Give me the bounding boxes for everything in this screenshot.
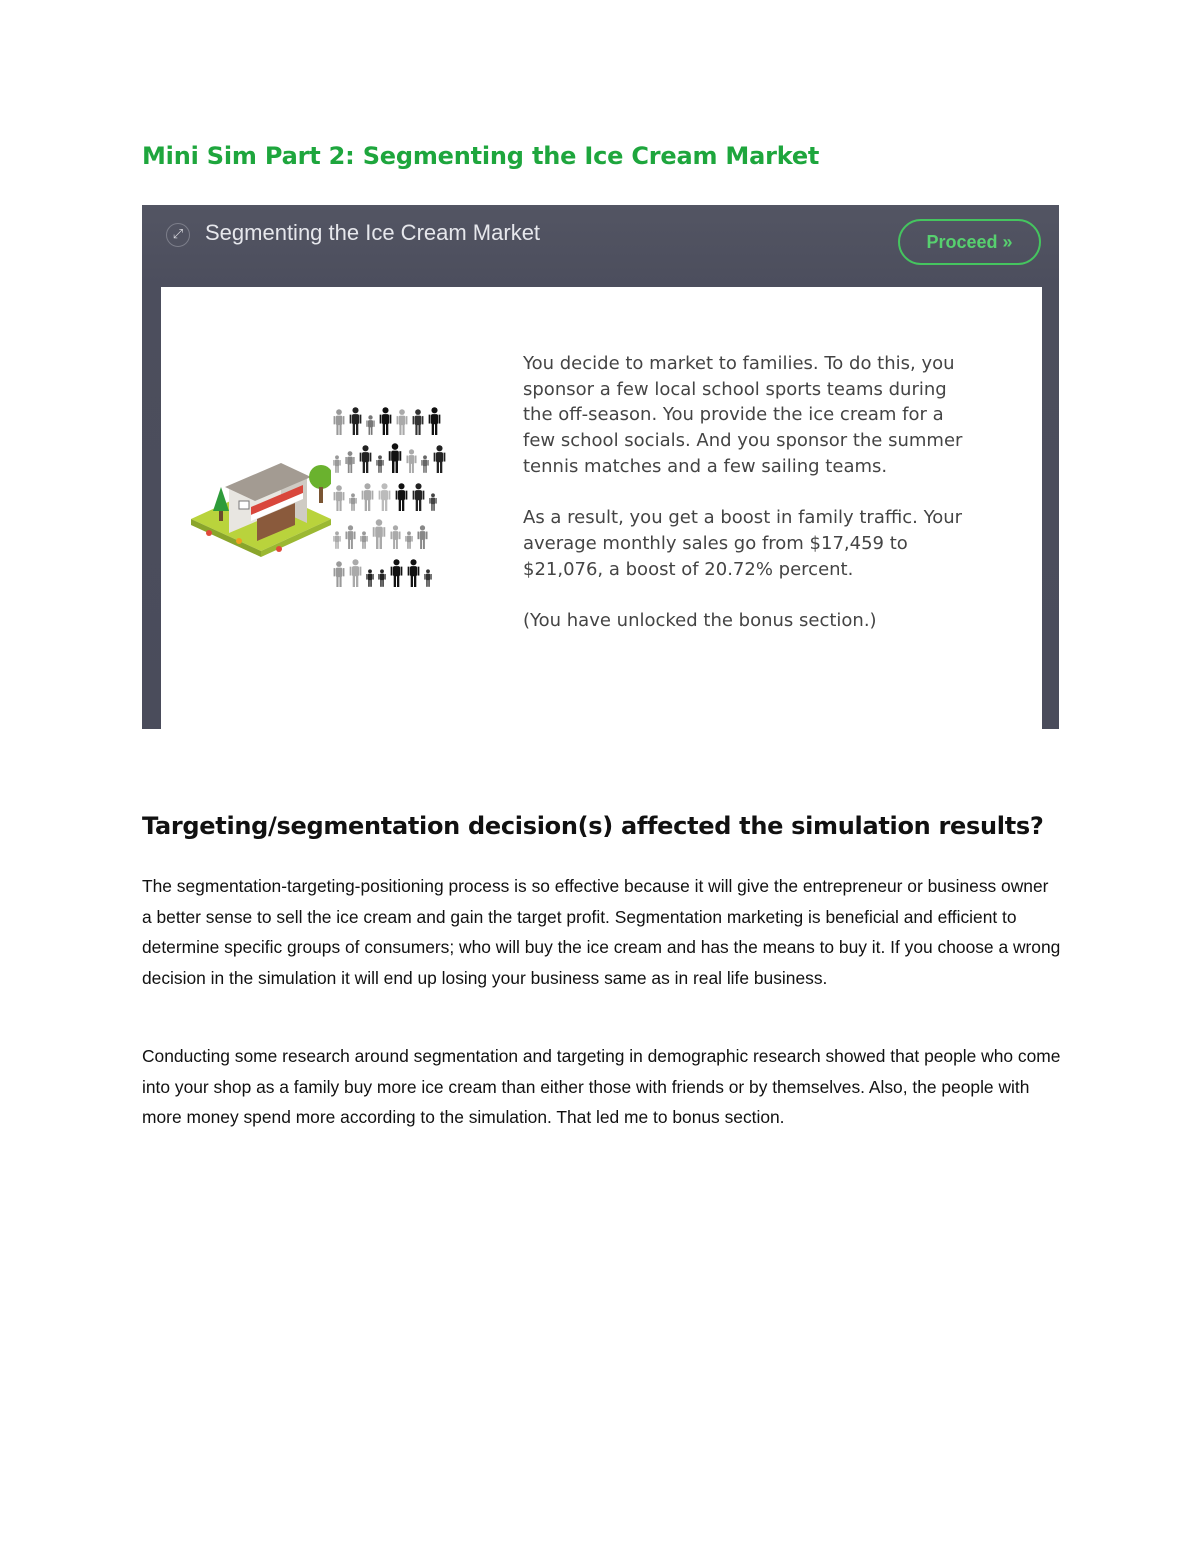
person-icon [379,407,392,435]
person-icon [406,449,417,473]
proceed-button[interactable]: Proceed » [898,219,1041,265]
people-row [333,435,493,473]
person-icon [390,559,403,587]
person-icon [333,531,341,549]
person-icon [407,559,420,587]
person-icon [345,451,355,473]
person-icon [378,483,391,511]
simulation-paragraph: You decide to market to families. To do this, you sponsor a few local school sports teams during the off-season. You provide the ice cream for a few school socials. And you sponsor the summer tennis matches and a few sailing teams. [523,353,963,477]
person-icon [349,559,362,587]
person-icon [396,409,408,435]
simulation-text [523,351,963,659]
person-icon [372,519,386,549]
people-row [333,549,493,587]
person-icon [378,569,386,587]
person-icon [360,531,368,549]
people-row [333,397,493,435]
person-icon [359,445,372,473]
person-icon [366,415,375,435]
simulation-paragraph: (You have unlocked the bonus section.) [523,610,877,631]
person-icon [333,561,345,587]
simulation-panel [161,287,1042,729]
person-icon [345,525,356,549]
people-row [333,473,493,511]
simulation-paragraph: As a result, you get a boost in family traffic. Your average monthly sales go from $17,459 to $21,076, a boost of 20.72% percent. [523,507,963,580]
simulation-screenshot [142,205,1059,729]
person-icon [424,569,432,587]
person-icon [429,493,437,511]
person-icon [333,455,341,473]
person-icon [390,525,401,549]
people-icons [333,397,493,587]
person-icon [412,409,424,435]
store-illustration-icon [191,449,331,559]
person-icon [388,443,402,473]
body-paragraph: The segmentation-targeting-positioning process is so effective because it will give the entrepreneur or business owner a better sense to sell the ice cream and gain the target profit. Segmentation marketing is beneficial and efficient to determine specific groups of consumers; who will buy the ice cream and has the means to buy it. If you choose a wrong decision in the simulation it will end up losing your business same as in real life business. [142,876,1061,988]
simulation-title: Segmenting the Ice Cream Market [205,220,541,245]
simulation-header [142,205,1059,287]
person-icon [349,493,357,511]
person-icon [395,483,408,511]
person-icon [333,485,345,511]
person-icon [349,407,362,435]
person-icon [421,455,429,473]
expand-icon[interactable]: ⤢ [166,223,190,247]
person-icon [376,455,384,473]
person-icon [405,531,413,549]
person-icon [361,483,374,511]
person-icon [333,409,345,435]
people-row [333,511,493,549]
body-paragraph: Conducting some research around segmentation and targeting in demographic research showed that people who come into your shop as a family buy more ice cream than either those with friends or by themselves. Also, the people with more money spend more according to the simulation. That led me to bonus section. [142,1046,1061,1128]
person-icon [412,483,425,511]
document-title: Mini Sim Part 2: Segmenting the Ice Cream Market [142,142,820,170]
person-icon [433,445,446,473]
person-icon [366,569,374,587]
person-icon [428,407,441,435]
person-icon [417,525,428,549]
section-heading: Targeting/segmentation decision(s) affected the simulation results? [142,812,1044,840]
